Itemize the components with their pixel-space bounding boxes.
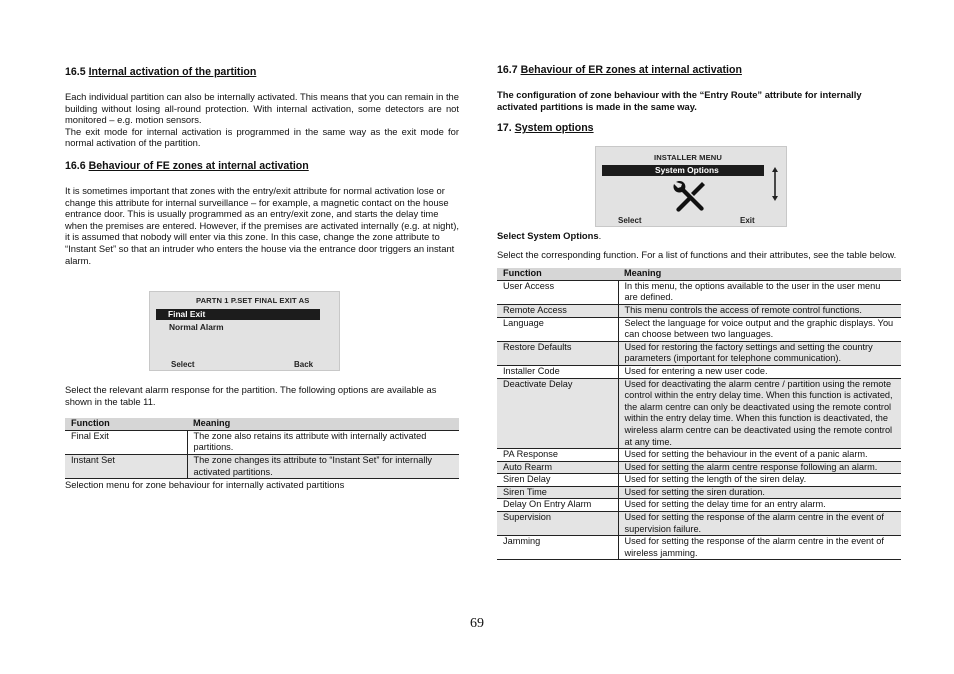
table-row	[497, 378, 901, 449]
cell-function: Jamming	[497, 536, 618, 560]
cell-meaning: Used for setting the length of the siren delay.	[618, 474, 901, 487]
paragraph: Each individual partition can also be internally activated. This means that you can remain in the building without losing all-round protection. With internal activation, some detectors are not monitored – e.g. motion sensors.	[65, 91, 459, 126]
cell-meaning: Used for deactivating the alarm centre / partition using the remote control within the entry delay time. When this function is activated, the alarm centre can only be deactivated using the remote control within the entry delay time. When this function is deactivated, the wireless alarm centre can be deactivated using the remote control at any time.	[618, 378, 901, 449]
cell-function: Instant Set	[65, 454, 187, 478]
paragraph: The exit mode for internal activation is programmed in the same way as the exit mode for normal activation of the partition.	[65, 125, 459, 149]
cell-function: Restore Defaults	[497, 341, 618, 365]
cell-meaning: The zone changes its attribute to “Instant Set” for internally activated partitions.	[187, 454, 459, 478]
section-16-6-heading	[65, 159, 459, 173]
section-17-heading	[497, 121, 901, 135]
cell-function: Siren Time	[497, 486, 618, 499]
table-row	[497, 449, 901, 462]
cell-function: Auto Rearm	[497, 461, 618, 474]
lcd-softkey-select: Select	[618, 216, 642, 225]
table-row	[497, 280, 901, 304]
header-meaning: Meaning	[618, 268, 901, 280]
cell-meaning: Select the language for voice output and the graphic displays. You can choose between two languages.	[618, 317, 901, 341]
cell-function: Siren Delay	[497, 474, 618, 487]
lcd-selected-item: Final Exit	[156, 309, 320, 320]
left-column-lower	[65, 384, 459, 491]
table-row	[497, 304, 901, 317]
cell-function: Delay On Entry Alarm	[497, 499, 618, 512]
cell-function: Supervision	[497, 512, 618, 536]
paragraph: Select the corresponding function. For a list of functions and their attributes, see the table below.	[497, 248, 897, 260]
table-row	[65, 454, 459, 478]
table-caption: Selection menu for zone behaviour for internally activated partitions	[65, 479, 345, 491]
paragraph-select-system-options	[497, 230, 901, 242]
table-row	[497, 536, 901, 560]
table-row	[497, 365, 901, 378]
cell-meaning: Used for setting the alarm centre response following an alarm.	[618, 461, 901, 474]
cell-function: PA Response	[497, 449, 618, 462]
section-16-5-heading	[65, 65, 459, 79]
text: .	[598, 230, 602, 241]
header-meaning: Meaning	[187, 418, 459, 430]
cell-function: User Access	[497, 280, 618, 304]
section-number: 16.5	[65, 66, 86, 78]
bold-text: Select System Options	[497, 230, 599, 241]
header-function: Function	[497, 268, 618, 280]
table-row	[497, 512, 901, 536]
table-header-row	[65, 418, 459, 430]
section-number: 17.	[497, 122, 512, 135]
cell-function: Installer Code	[497, 365, 618, 378]
table-row	[65, 430, 459, 454]
cell-meaning: Used for entering a new user code.	[618, 365, 901, 378]
system-options-table	[497, 268, 901, 560]
section-number: 16.6	[65, 159, 86, 172]
section-16-7-heading	[497, 63, 901, 77]
section-title: Internal activation of the partition	[88, 66, 257, 78]
right-column-lower	[497, 230, 901, 560]
cell-meaning: The zone also retains its attribute with internally activated partitions.	[187, 430, 459, 454]
lcd-title: INSTALLER MENU	[654, 153, 722, 162]
paragraph: It is sometimes important that zones with the entry/exit attribute for normal activation lose or change this attribute for internal surveillance – for example, a magnetic contact on the house entrance door. This is usually programmed as an entry/exit zone, and starts the delay time when the premises are entered. However, if the premises are activated internally (e.g. at night), it is assumed that nobody will enter via this zone. In this case, change the zone attribute to “Instant Set” so that an intruder who enters the house via the entrance door triggers an instant alarm.	[65, 184, 459, 266]
lcd-softkey-back: Back	[294, 360, 314, 369]
scroll-arrows-icon	[772, 167, 778, 201]
lcd-screen-installer-menu	[595, 146, 787, 227]
table-row	[497, 317, 901, 341]
section-title: Behaviour of ER zones at internal activation	[520, 64, 742, 76]
table-row	[497, 461, 901, 474]
lcd-screen-partition	[149, 291, 340, 371]
header-function: Function	[65, 418, 187, 430]
cell-meaning: Used for setting the response of the alarm centre in the event of supervision failure.	[618, 512, 901, 536]
cell-meaning: This menu controls the access of remote control functions.	[618, 304, 901, 317]
cell-meaning: Used for setting the delay time for an entry alarm.	[618, 499, 901, 512]
cell-meaning: Used for setting the response of the alarm centre in the event of wireless jamming.	[618, 536, 901, 560]
right-column	[497, 63, 901, 135]
lcd-selected-item: System Options	[602, 165, 764, 176]
left-column	[65, 63, 459, 266]
cell-meaning: In this menu, the options available to the user in the user menu are defined.	[618, 280, 901, 304]
table-row	[497, 341, 901, 365]
cell-function: Deactivate Delay	[497, 378, 618, 449]
lcd-menu-item: Normal Alarm	[169, 322, 224, 332]
section-number: 16.7	[497, 64, 518, 76]
cell-meaning: Used for setting the behaviour in the event of a panic alarm.	[618, 449, 901, 462]
paragraph: The configuration of zone behaviour with the “Entry Route” attribute for internally activated partitions is made in the same way.	[497, 89, 862, 112]
zone-behaviour-table	[65, 418, 459, 479]
paragraph: Select the relevant alarm response for the partition. The following options are available as shown in the table 11.	[65, 384, 437, 407]
lcd-title: PARTN 1 P.SET FINAL EXIT AS	[196, 296, 310, 305]
table-row	[497, 474, 901, 487]
cell-function: Remote Access	[497, 304, 618, 317]
section-title: Behaviour of FE zones at internal activation	[88, 159, 309, 172]
table-row	[497, 499, 901, 512]
cell-function: Language	[497, 317, 618, 341]
cell-meaning: Used for setting the siren duration.	[618, 486, 901, 499]
table-header-row	[497, 268, 901, 280]
cell-meaning: Used for restoring the factory settings and setting the country parameters (important for telephone communication).	[618, 341, 901, 365]
section-title: System options	[514, 122, 594, 135]
page-number: 69	[470, 616, 484, 631]
lcd-softkey-select: Select	[171, 360, 195, 369]
tools-icon	[672, 180, 706, 214]
lcd-softkey-exit: Exit	[740, 216, 755, 225]
cell-function: Final Exit	[65, 430, 187, 454]
table-row	[497, 486, 901, 499]
